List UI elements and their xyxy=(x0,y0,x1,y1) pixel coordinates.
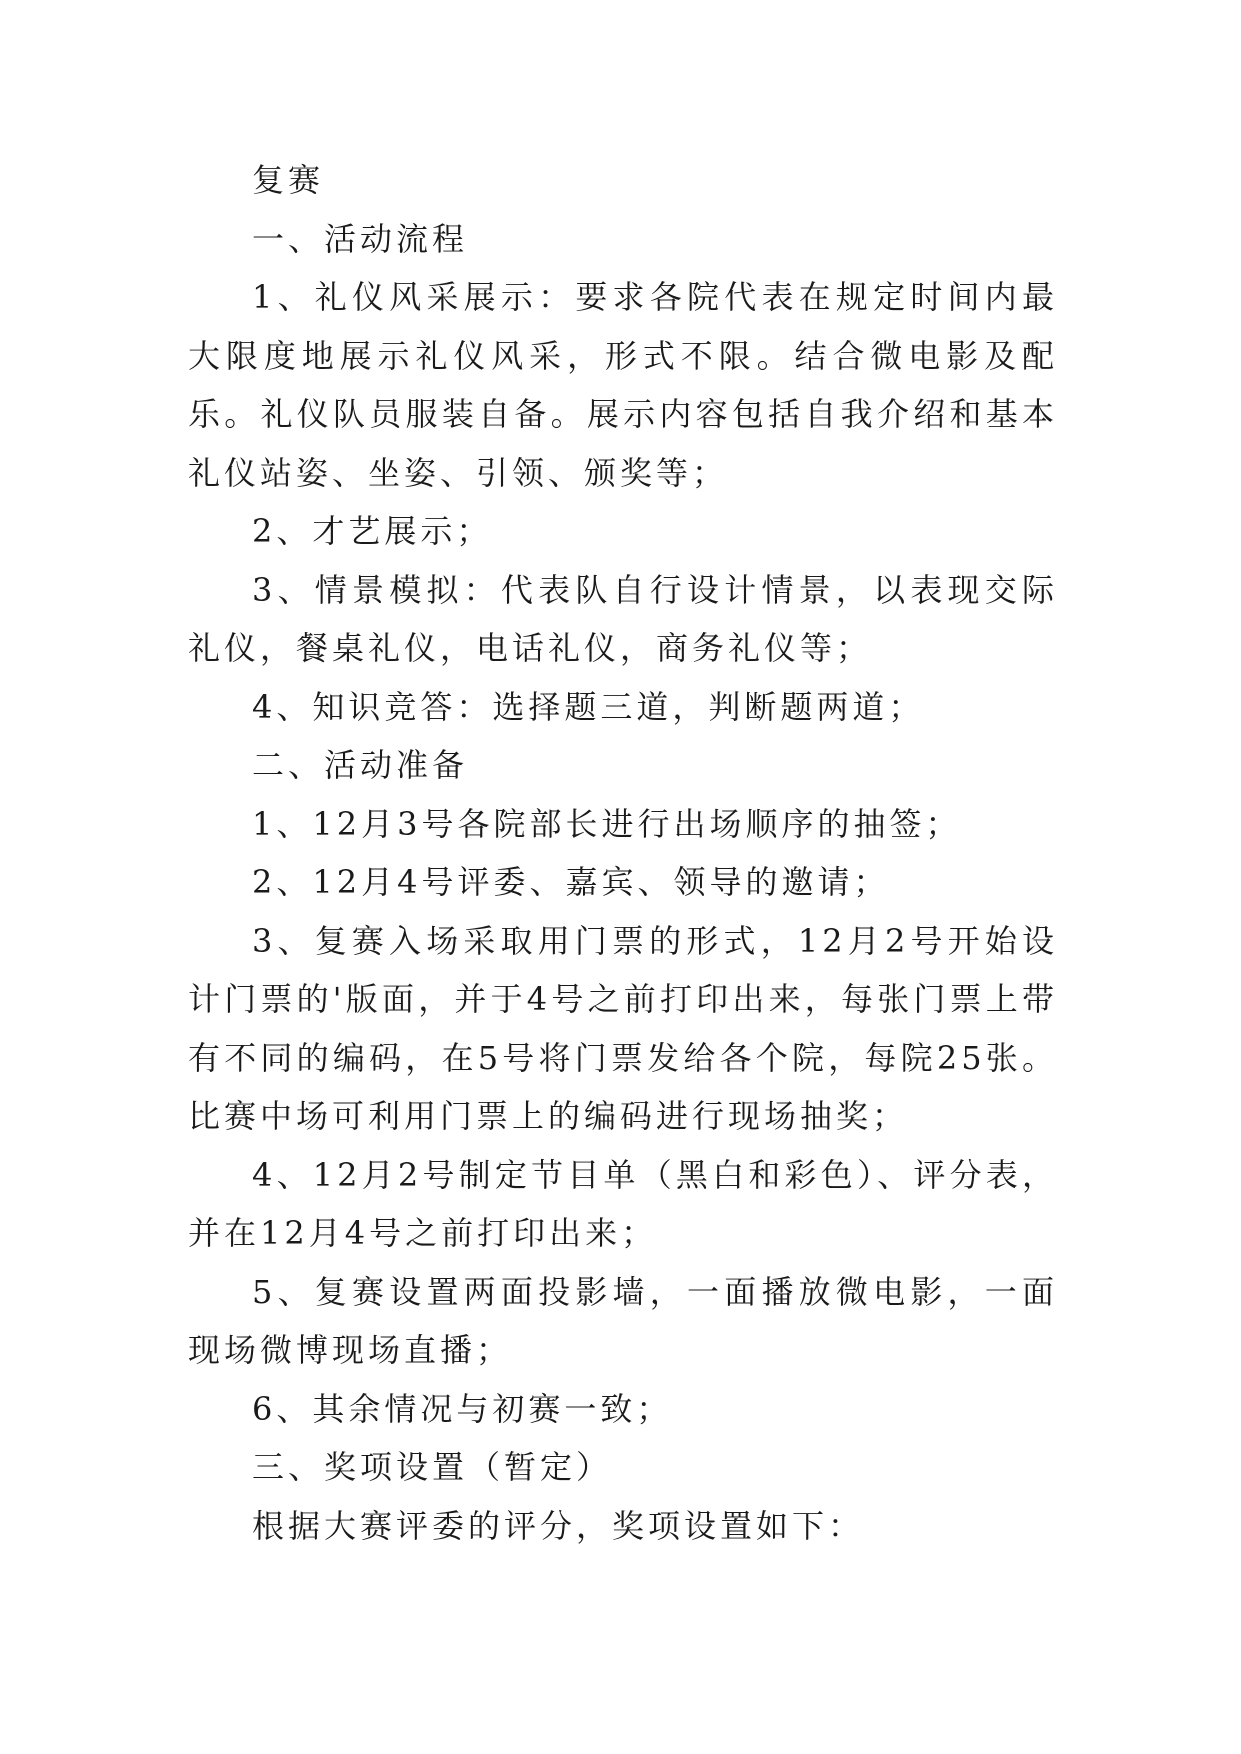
paragraph-talent-show: 2、才艺展示； xyxy=(252,512,493,550)
paragraph-knowledge-quiz: 4、知识竞答：选择题三道，判断题两道； xyxy=(252,687,925,726)
paragraph-prep-program: 4、12月2号制定节目单（黑白和彩色）、评分表，并在12月4号之前打印出来； xyxy=(188,1155,1058,1252)
paragraph-prep-other: 6、其余情况与初赛一致； xyxy=(252,1389,673,1428)
paragraph-prep-tickets: 3、复赛入场采取用门票的形式，12月2号开始设计门票的'版面，并于4号之前打印出来，每张门票上带有不同的编码，在5号将门票发给各个院，每院25张。比赛中场可利用门票上的编码进行现场抽奖； xyxy=(188,921,1058,1135)
paragraph-awards-intro: 根据大赛评委的评分，奖项设置如下： xyxy=(252,1506,865,1545)
paragraph-prep-invitations: 2、12月4号评委、嘉宾、领导的邀请； xyxy=(252,863,890,901)
heading-activity-preparation: 二、活动准备 xyxy=(252,746,469,784)
section-title-semifinal: 复赛 xyxy=(252,161,325,199)
paragraph-prep-draw: 1、12月3号各院部长进行出场顺序的抽签； xyxy=(252,804,962,843)
paragraph-prep-projection: 5、复赛设置两面投影墙，一面播放微电影，一面现场微博现场直播； xyxy=(188,1272,1058,1369)
paragraph-scenario-simulation: 3、情景模拟：代表队自行设计情景，以表现交际礼仪，餐桌礼仪，电话礼仪，商务礼仪等； xyxy=(188,570,1058,667)
paragraph-etiquette-showcase: 1、礼仪风采展示：要求各院代表在规定时间内最大限度地展示礼仪风采，形式不限。结合微电影及配乐。礼仪队员服装自备。展示内容包括自我介绍和基本礼仪站姿、坐姿、引领、颁奖等； xyxy=(188,278,1058,492)
heading-awards: 三、奖项设置（暂定） xyxy=(252,1448,613,1486)
document-body xyxy=(188,151,1058,1555)
heading-activity-process: 一、活动流程 xyxy=(252,219,469,258)
